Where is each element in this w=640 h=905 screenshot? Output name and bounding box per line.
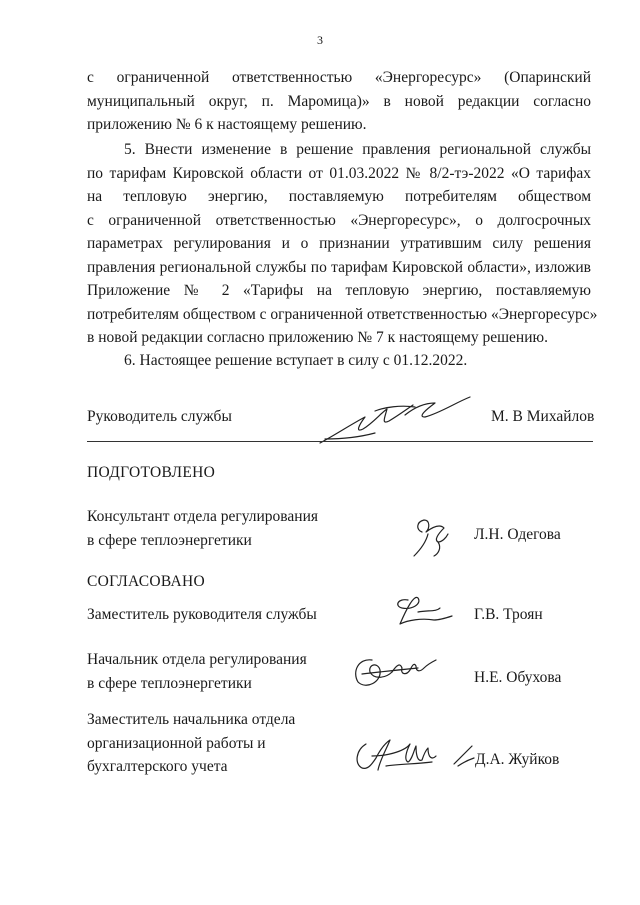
agreed-name: Г.В. Троян bbox=[474, 606, 543, 623]
text-line: с ограниченной ответственностью «Энергоресурс» (Опаринский bbox=[87, 69, 591, 86]
text-line: правления региональной службы по тарифам Кировской области», изложив bbox=[87, 258, 591, 276]
position-line: Консультант отдела регулирования bbox=[87, 508, 319, 525]
text-line: муниципальный округ, п. Маромица)» в новой редакции согласно bbox=[87, 92, 591, 110]
agreed-signature-image-2 bbox=[348, 648, 438, 693]
signature-rule bbox=[87, 441, 593, 442]
agreed-signature-image-1 bbox=[388, 590, 458, 635]
prepared-position bbox=[87, 505, 318, 552]
text-line: параметрах регулирования и о признании утратившим силу решения bbox=[87, 235, 591, 252]
paragraph-continued bbox=[87, 66, 591, 137]
position-line: в сфере теплоэнергетики bbox=[87, 531, 252, 549]
position-line: бухгалтерского учета bbox=[87, 758, 228, 775]
agreed-name: Н.Е. Обухова bbox=[474, 669, 562, 686]
prepared-name: Л.Н. Одегова bbox=[474, 526, 561, 543]
head-position: Руководитель службы bbox=[87, 408, 232, 425]
page-number: 3 bbox=[317, 33, 323, 47]
agreed-signer-row bbox=[87, 603, 593, 627]
agreed-name: Д.А. Жуйков bbox=[475, 751, 560, 768]
text-line: потребителям обществом с ограниченной ответственностью «Энергоресурс» bbox=[87, 305, 598, 323]
position-line: Начальник отдела регулирования bbox=[87, 651, 307, 668]
agreed-signer-row bbox=[87, 648, 593, 696]
position-line: организационной работы и bbox=[87, 734, 266, 752]
prepared-heading: ПОДГОТОВЛЕНО bbox=[87, 464, 216, 481]
agreed-position: Заместитель руководителя службы bbox=[87, 606, 317, 623]
text-line: 6. Настоящее решение вступает в силу с 01.12.2022. bbox=[124, 352, 468, 369]
text-line: на тепловую энергию, поставляемую потребителям обществом bbox=[87, 188, 591, 205]
position-line: Заместитель начальника отдела bbox=[87, 711, 296, 728]
agreed-signer-row bbox=[87, 708, 593, 780]
text-line: 5. Внести изменение в решение правления региональной службы bbox=[124, 141, 591, 158]
position-line: в сфере теплоэнергетики bbox=[87, 674, 252, 692]
paragraph-6 bbox=[87, 349, 591, 373]
prepared-signature-image bbox=[408, 510, 458, 560]
agreed-position bbox=[87, 648, 307, 695]
text-line: с ограниченной ответственностью «Энергоресурс», о долгосрочных bbox=[87, 211, 591, 229]
agreed-heading: СОГЛАСОВАНО bbox=[87, 573, 206, 590]
text-line: приложению № 6 к настоящему решению. bbox=[87, 116, 367, 133]
paragraph-5 bbox=[87, 138, 598, 350]
head-name: М. В Михайлов bbox=[491, 408, 595, 425]
text-line: по тарифам Кировской области от 01.03.2022 № 8/2-тэ-2022 «О тарифах bbox=[87, 164, 591, 182]
text-line: в новой редакции согласно приложению № 7 к настоящему решению. bbox=[87, 329, 548, 346]
text-line: Приложение № 2 «Тарифы на тепловую энергию, поставляемую bbox=[87, 282, 591, 299]
agreed-position bbox=[87, 708, 295, 779]
agreed-signature-image-3 bbox=[350, 730, 480, 780]
prepared-signature-row bbox=[87, 505, 593, 553]
